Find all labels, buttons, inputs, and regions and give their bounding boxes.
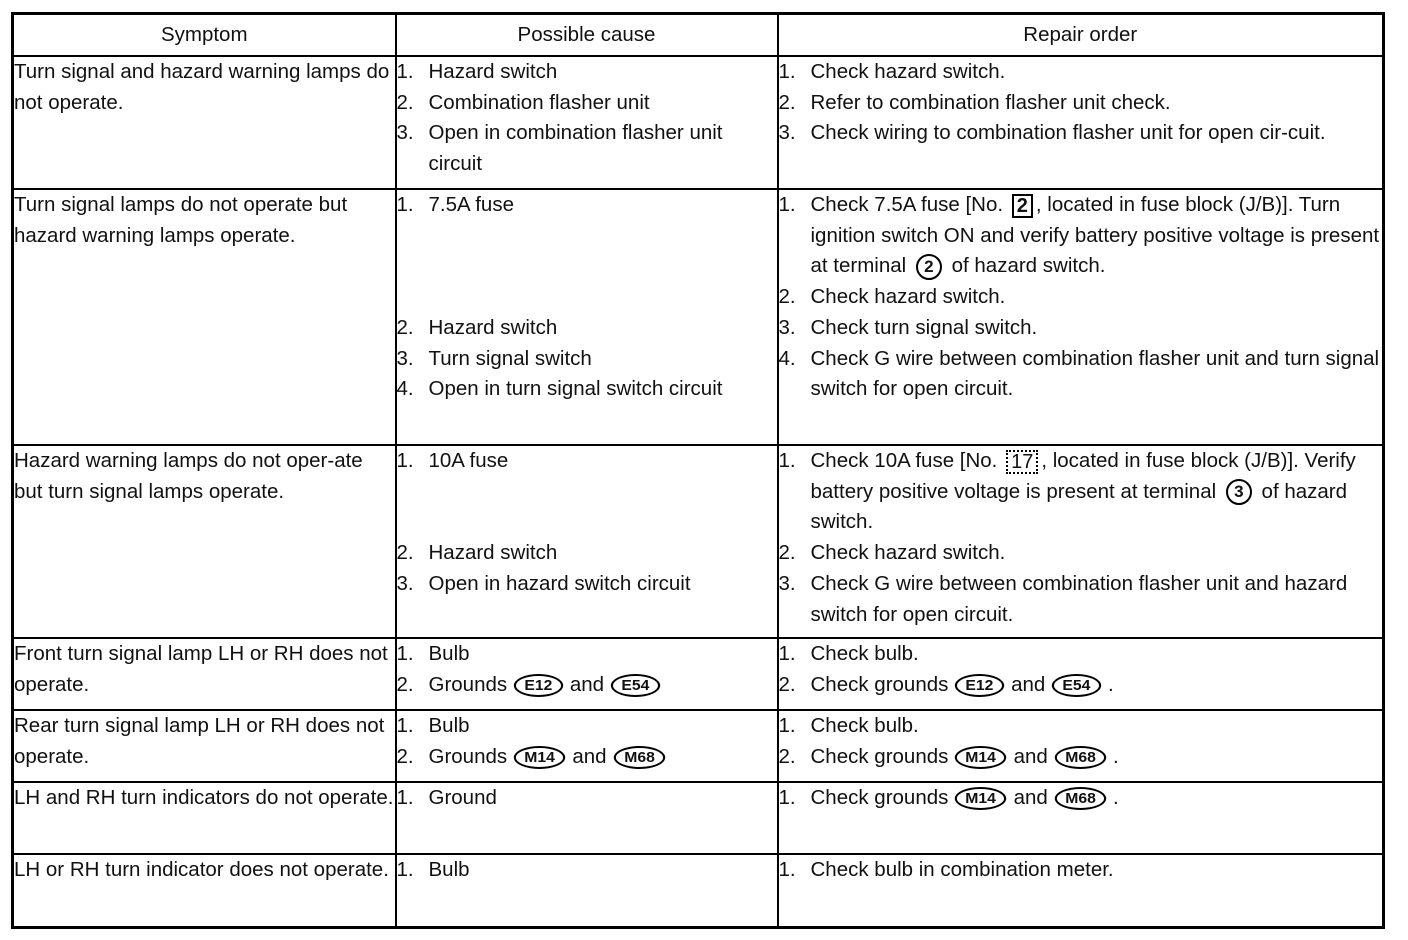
list-item: 4. Open in turn signal switch circuit	[396, 377, 723, 401]
table-row	[13, 638, 1384, 710]
cause-cell	[396, 638, 778, 710]
list-item: 2. Check grounds E12 and E54 .	[778, 672, 1114, 696]
ground-connector-badge: M14	[514, 746, 566, 769]
symptom-cell: Turn signal and hazard warning lamps do not operate.	[13, 56, 396, 189]
repair-cell	[778, 56, 1384, 189]
table-row	[13, 445, 1384, 638]
list-item: 3. Turn signal switch	[396, 346, 592, 370]
list-item: 4. Check G wire between combination flasher unit and turn signal switch for open circuit.	[778, 346, 1380, 401]
list-item: 1. Check bulb in combination meter.	[778, 858, 1114, 881]
list-item: 1. Check 7.5A fuse [No. 2 , located in fuse block (J/B)]. Turn ignition switch ON and verify battery positive voltage is present at terminal 2 of hazard switch.	[779, 190, 1383, 282]
symptom-cell: Turn signal lamps do not operate but hazard warning lamps operate.	[13, 189, 396, 445]
fuse-number-box: 17	[1006, 450, 1038, 474]
list-item: 3. Check wiring to combination flasher unit for open cir-cuit.	[778, 121, 1326, 145]
table-row	[13, 56, 1384, 189]
symptom-cell: Rear turn signal lamp LH or RH does not operate.	[13, 710, 396, 782]
list-item: 3. Check turn signal switch.	[778, 315, 1038, 339]
list-item: 1. Check hazard switch.	[778, 60, 1006, 83]
ground-connector-badge: M14	[955, 746, 1007, 769]
list-item: 2. Grounds E12 and E54	[397, 670, 777, 701]
list-item: 2. Combination flasher unit	[396, 90, 650, 114]
list-item: 1. Bulb	[396, 642, 470, 665]
repair-cell	[778, 782, 1384, 854]
terminal-number-circle: 2	[916, 254, 942, 280]
list-item: 1. Check bulb.	[778, 642, 919, 665]
ground-connector-badge: M68	[1055, 746, 1107, 769]
list-item: 1. Check 10A fuse [No. 17 , located in fuse block (J/B)]. Verify battery positive voltage is present at terminal 3 of hazard switch.	[778, 449, 1356, 534]
ground-connector-badge: E54	[1052, 674, 1101, 697]
repair-cell	[778, 189, 1384, 445]
symptom-cell: Hazard warning lamps do not oper-ate but turn signal lamps operate.	[13, 445, 396, 638]
ground-connector-badge: E12	[955, 674, 1004, 697]
symptom-cell: LH and RH turn indicators do not operate.	[13, 782, 396, 854]
header-row	[13, 14, 1384, 57]
troubleshooting-table	[11, 12, 1385, 929]
list-item: 1. 10A fuse	[396, 449, 509, 472]
list-item: 1. Bulb	[396, 858, 470, 881]
cause-cell	[396, 854, 778, 928]
ground-connector-badge: E54	[611, 674, 660, 697]
table-row	[13, 854, 1384, 928]
header-symptom: Symptom	[13, 14, 396, 57]
list-item: 2. Check hazard switch.	[778, 541, 1006, 565]
repair-cell	[778, 710, 1384, 782]
cause-cell	[396, 445, 778, 638]
ground-connector-badge: M14	[955, 787, 1007, 810]
list-item: 1. Bulb	[396, 714, 470, 737]
table-row	[13, 782, 1384, 854]
list-item: 2. Check grounds M14 and M68 .	[778, 744, 1119, 768]
list-item: 2. Hazard switch	[396, 316, 558, 339]
header-possible-cause: Possible cause	[396, 14, 778, 57]
repair-cell	[778, 854, 1384, 928]
list-item: 1. 7.5A fuse	[396, 193, 514, 216]
list-item: 2. Hazard switch	[396, 541, 558, 564]
list-item: 2. Check hazard switch.	[778, 285, 1006, 309]
list-item: 3. Check G wire between combination flasher unit and hazard switch for open circuit.	[778, 571, 1348, 626]
repair-cell	[778, 445, 1384, 638]
symptom-cell: Front turn signal lamp LH or RH does not operate.	[13, 638, 396, 710]
fuse-number-box: 2	[1012, 194, 1033, 218]
list-item: 1. Check bulb.	[778, 714, 919, 737]
cause-cell	[396, 782, 778, 854]
table-row	[13, 710, 1384, 782]
list-item: 2. Refer to combination flasher unit check.	[778, 90, 1171, 114]
repair-cell	[778, 638, 1384, 710]
list-item: 1. Ground	[396, 786, 497, 809]
header-repair-order: Repair order	[778, 14, 1384, 57]
ground-connector-badge: E12	[514, 674, 563, 697]
table-row	[13, 189, 1384, 445]
ground-connector-badge: M68	[613, 746, 665, 769]
symptom-cell: LH or RH turn indicator does not operate.	[13, 854, 396, 928]
cause-cell	[396, 56, 778, 189]
terminal-number-circle: 3	[1226, 479, 1252, 505]
list-item: 2. Grounds M14 and M68	[397, 742, 777, 773]
list-item: 1. Check grounds M14 and M68 .	[778, 786, 1119, 809]
list-item: 3. Open in combination flasher unit circuit	[396, 121, 723, 176]
cause-cell	[396, 710, 778, 782]
list-item: 1. Hazard switch	[396, 60, 558, 83]
cause-cell	[396, 189, 778, 445]
ground-connector-badge: M68	[1055, 787, 1107, 810]
list-item: 3. Open in hazard switch circuit	[396, 571, 691, 595]
